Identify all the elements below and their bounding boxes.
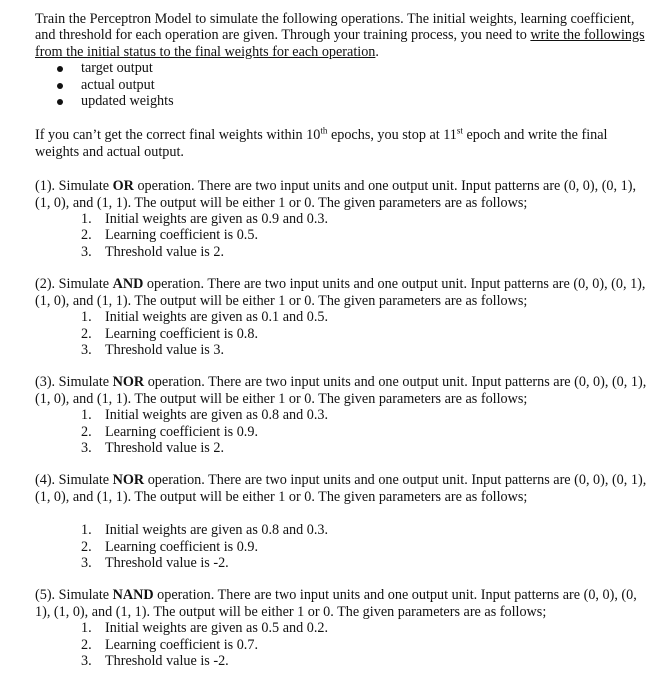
parameter-number: 1. [81, 407, 92, 424]
parameter-text: Threshold value is -2. [105, 554, 229, 571]
parameter-number: 3. [81, 243, 92, 260]
problem-desc: operation. There are two input units and one output unit. Input patterns are (0, 0), (0, 1), (1, 0), and (1, 1). The output will be either 1 or 0. The given parameters are as follows; [35, 178, 636, 211]
operation-name: NOR [112, 374, 145, 391]
bullet-text: updated weights [81, 93, 174, 110]
intro-underlined-text: write the followings from the initial status to the final weights for each operation [35, 27, 645, 60]
bullet-item [57, 77, 649, 93]
problem-description [35, 472, 649, 505]
problem-5 [35, 587, 649, 669]
parameter-item [81, 440, 649, 456]
problem-prefix: (5). Simulate [35, 587, 113, 604]
parameter-item [81, 407, 649, 423]
problem-prefix: (2). Simulate [35, 276, 113, 293]
parameter-text: Learning coefficient is 0.9. [105, 538, 258, 555]
parameter-number: 2. [81, 636, 92, 653]
parameter-item [81, 539, 649, 555]
parameter-list [35, 309, 649, 358]
problem-prefix: (3). Simulate [35, 374, 113, 391]
bullet-icon [57, 99, 63, 105]
stop-rule-text-3: epoch and write the final weights and actual output. [35, 127, 608, 160]
parameter-item [81, 620, 649, 636]
parameter-text: Threshold value is 2. [105, 439, 224, 456]
intro-text-end: . [375, 43, 379, 60]
parameter-number: 2. [81, 227, 92, 244]
parameter-number: 3. [81, 341, 92, 358]
parameter-text: Initial weights are given as 0.5 and 0.2. [105, 620, 329, 637]
parameter-number: 2. [81, 423, 92, 440]
problem-description [35, 587, 649, 620]
output-bullet-list [35, 60, 649, 109]
problem-prefix: (4). Simulate [35, 472, 113, 489]
stop-rule-sup-1: th [320, 125, 328, 136]
problem-desc: operation. There are two input units and one output unit. Input patterns are (0, 0), (0, 1), (1, 0), and (1, 1). The output will be either 1 or 0. The given parameters are as follows; [35, 472, 647, 505]
problem-2 [35, 276, 649, 358]
parameter-item [81, 309, 649, 325]
parameter-item [81, 637, 649, 653]
problem-prefix: (1). Simulate [35, 178, 113, 195]
parameter-text: Learning coefficient is 0.7. [105, 636, 258, 653]
parameter-item [81, 555, 649, 571]
operation-name: OR [112, 178, 134, 195]
problem-desc: operation. There are two input units and one output unit. Input patterns are (0, 0), (0, 1), (1, 0), and (1, 1). The output will be either 1 or 0. The given parameters are as follows; [35, 587, 637, 620]
parameter-item [81, 244, 649, 260]
problem-desc: operation. There are two input units and one output unit. Input patterns are (0, 0), (0, 1), (1, 0), and (1, 1). The output will be either 1 or 0. The given parameters are as follows; [35, 276, 646, 309]
parameter-text: Threshold value is 3. [105, 341, 224, 358]
parameter-item [81, 424, 649, 440]
operation-name: NAND [112, 587, 154, 604]
parameter-list [35, 211, 649, 260]
problem-4 [35, 472, 649, 571]
operation-name: AND [112, 276, 144, 293]
parameter-number: 1. [81, 620, 92, 637]
parameter-text: Threshold value is 2. [105, 243, 224, 260]
parameter-list [35, 620, 649, 669]
parameter-number: 2. [81, 538, 92, 555]
bullet-text: target output [81, 60, 153, 77]
bullet-item [57, 60, 649, 76]
parameter-item [81, 653, 649, 669]
parameter-number: 3. [81, 439, 92, 456]
parameter-item [81, 522, 649, 538]
bullet-icon [57, 66, 63, 72]
bullet-icon [57, 83, 63, 89]
stop-rule-paragraph [35, 127, 649, 160]
parameter-item [81, 227, 649, 243]
problem-description [35, 374, 649, 407]
problem-3 [35, 374, 649, 456]
parameter-text: Threshold value is -2. [105, 653, 229, 669]
intro-paragraph [35, 11, 649, 60]
problem-description [35, 178, 649, 211]
intro-text: Train the Perceptron Model to simulate the following operations. The initial weights, learning coefficient, and threshold for each operation are given. Through your training process, you need to [35, 11, 635, 44]
parameter-item [81, 211, 649, 227]
parameter-text: Initial weights are given as 0.9 and 0.3. [105, 211, 329, 228]
parameter-text: Initial weights are given as 0.8 and 0.3. [105, 522, 329, 539]
stop-rule-text-1: If you can’t get the correct final weights within 10 [35, 127, 321, 144]
parameter-list [35, 407, 649, 456]
parameter-number: 1. [81, 211, 92, 228]
problem-desc: operation. There are two input units and one output unit. Input patterns are (0, 0), (0, 1), (1, 0), and (1, 1). The output will be either 1 or 0. The given parameters are as follows; [35, 374, 647, 407]
parameter-item [81, 326, 649, 342]
stop-rule-text-2: epochs, you stop at 11 [327, 127, 457, 144]
parameter-text: Initial weights are given as 0.8 and 0.3. [105, 407, 329, 424]
problem-1 [35, 178, 649, 260]
parameter-number: 1. [81, 309, 92, 326]
parameter-number: 3. [81, 653, 92, 669]
problem-description [35, 276, 649, 309]
parameter-number: 2. [81, 325, 92, 342]
operation-name: NOR [112, 472, 145, 489]
parameter-item [81, 342, 649, 358]
parameter-number: 1. [81, 522, 92, 539]
parameter-text: Learning coefficient is 0.5. [105, 227, 258, 244]
stop-rule-sup-2: st [456, 125, 463, 136]
parameter-text: Learning coefficient is 0.8. [105, 325, 258, 342]
parameter-text: Initial weights are given as 0.1 and 0.5. [105, 309, 329, 326]
parameter-number: 3. [81, 554, 92, 571]
bullet-item [57, 93, 649, 109]
bullet-text: actual output [81, 76, 155, 93]
parameter-list [35, 522, 649, 571]
parameter-text: Learning coefficient is 0.9. [105, 423, 258, 440]
